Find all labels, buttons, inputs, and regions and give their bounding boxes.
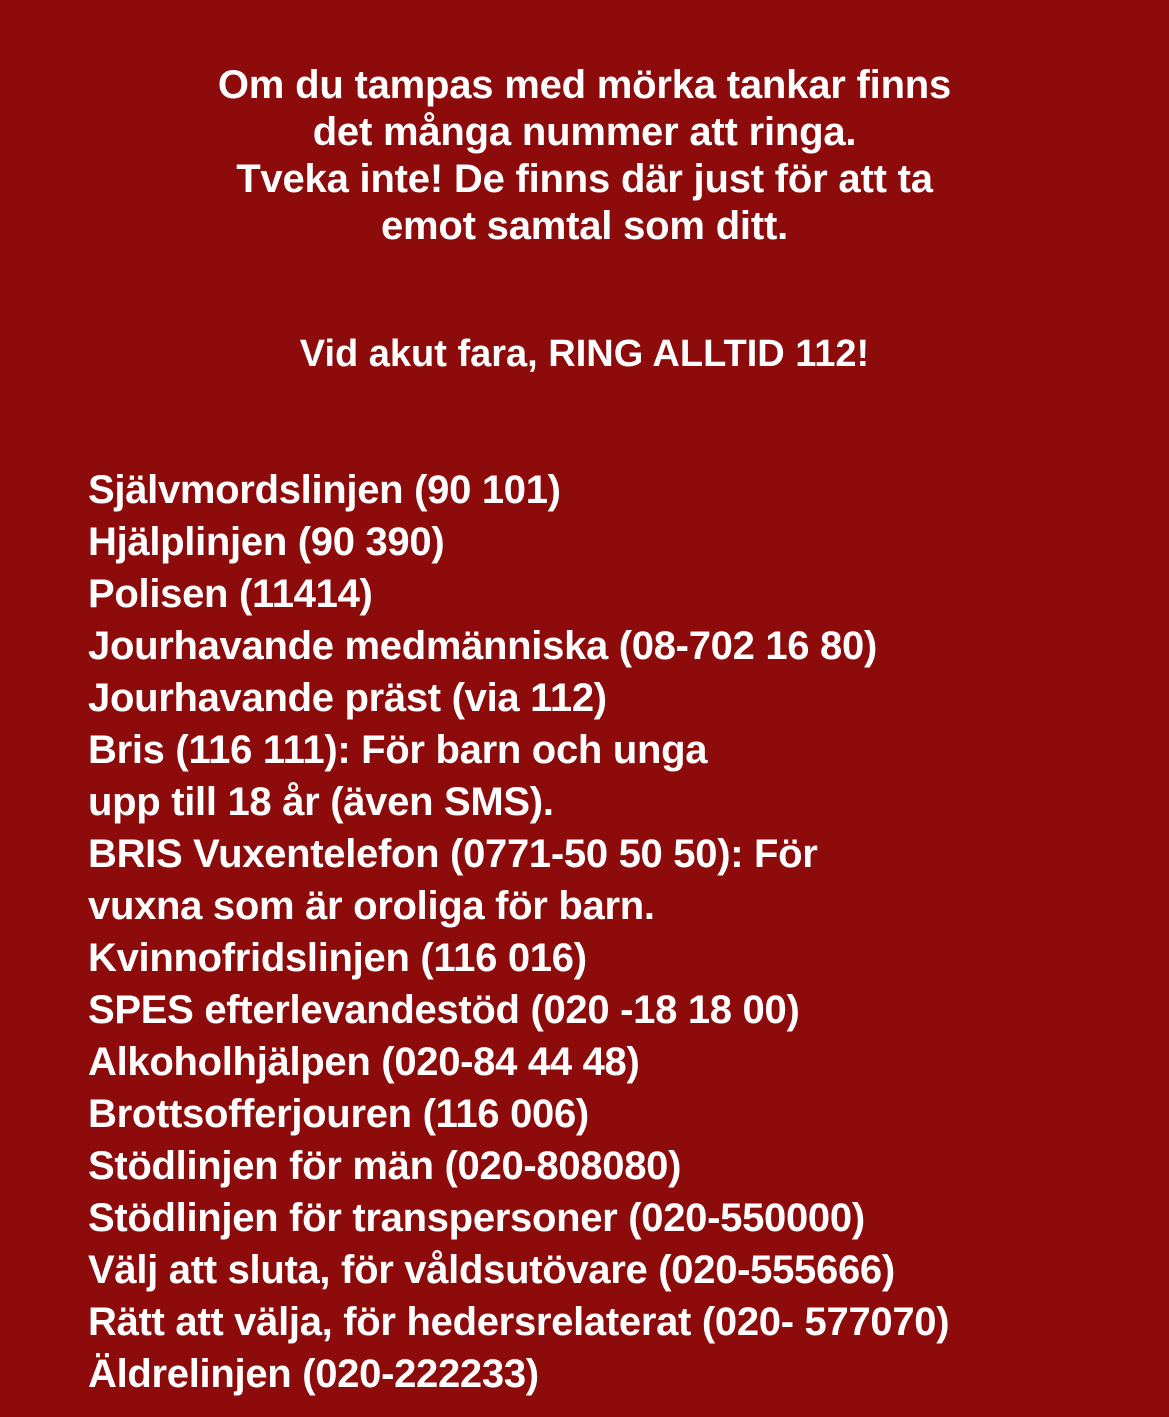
intro-line: Om du tampas med mörka tankar finns	[217, 63, 952, 107]
list-item: Jourhavande präst (via 112)	[88, 676, 607, 720]
list-item: Jourhavande medmänniska (08-702 16 80)	[88, 624, 877, 668]
emergency-notice: Vid akut fara, RING ALLTID 112!	[299, 333, 870, 375]
list-item: Välj att sluta, för våldsutövare (020-555666)	[88, 1248, 895, 1292]
list-item: Kvinnofridslinjen (116 016)	[88, 936, 587, 980]
intro-line: emot samtal som ditt.	[381, 204, 788, 248]
list-item: Alkoholhjälpen (020-84 44 48)	[88, 1040, 640, 1084]
helpline-list	[0, 464, 1169, 1400]
list-item: Hjälplinjen (90 390)	[88, 520, 445, 564]
list-item: Rätt att välja, för hedersrelaterat (020- 577070)	[88, 1300, 950, 1344]
list-item: Självmordslinjen (90 101)	[88, 468, 561, 512]
list-item: vuxna som är oroliga för barn.	[88, 884, 655, 928]
list-item: Bris (116 111): För barn och unga	[88, 728, 708, 772]
list-item: Polisen (11414)	[88, 572, 373, 616]
list-item: Brottsofferjouren (116 006)	[88, 1092, 589, 1136]
list-item: Stödlinjen för män (020-808080)	[88, 1144, 682, 1188]
intro-line: Tveka inte! De finns där just för att ta	[236, 157, 933, 201]
list-item: BRIS Vuxentelefon (0771-50 50 50): För	[88, 832, 818, 876]
list-item: SPES efterlevandestöd (020 -18 18 00)	[88, 988, 800, 1032]
list-item: upp till 18 år (även SMS).	[88, 780, 554, 824]
list-item: Stödlinjen för transpersoner (020-550000)	[88, 1196, 865, 1240]
intro-line: det många nummer att ringa.	[312, 110, 857, 154]
list-item: Äldrelinjen (020-222233)	[88, 1352, 539, 1396]
intro-paragraph	[0, 62, 1169, 250]
